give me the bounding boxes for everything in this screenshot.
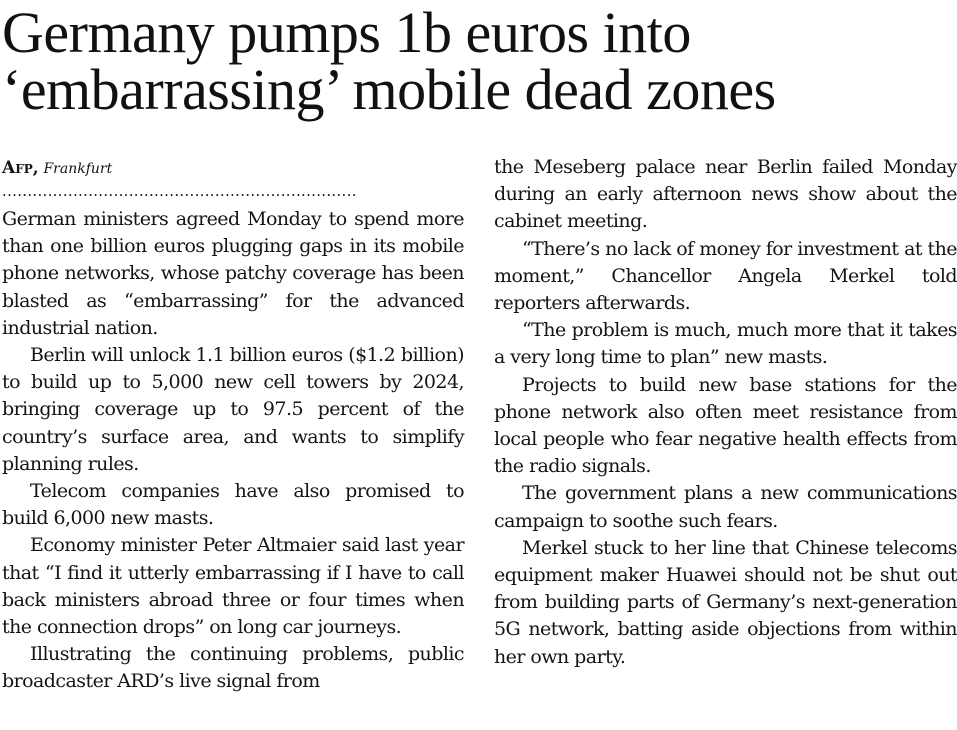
paragraph-1: German ministers agreed Monday to spend more than one billion euros plugging gaps in its mobile phone networks, whose patchy coverage has been blasted as “embarrassing” for the advanced industrial nation.	[2, 208, 464, 339]
dotted-separator: ......................................................................	[2, 184, 357, 198]
paragraph-3: Telecom companies have also promised to build 6,000 new masts.	[2, 480, 464, 530]
paragraph-8: Projects to build new base stations for the phone network also often meet resistance from local people who fear negative health effects from the radio signals.	[494, 373, 957, 478]
paragraph-9: The government plans a new communications campaign to soothe such fears.	[494, 482, 957, 532]
paragraph-5: Illustrating the continuing problems, public broadcaster ARD’s live signal from	[2, 643, 464, 693]
headline	[2, 0, 955, 122]
paragraph-6: “There’s no lack of money for investment at the moment,” Chancellor Angela Merkel told reporters afterwards.	[494, 237, 957, 315]
headline-line-1: Germany pumps 1b euros into	[2, 0, 691, 65]
paragraph-10: Merkel stuck to her line that Chinese telecoms equipment maker Huawei should not be shut out from building parts of Germany’s next-generation 5G network, batting aside objections from within her own party.	[494, 536, 957, 668]
byline-location: Frankfurt	[43, 161, 113, 177]
paragraph-4: Economy minister Peter Altmaier said last year that “I find it utterly embarrassing if I have to call back ministers abroad three or four times when the connection drops” on long car journeys.	[2, 534, 464, 639]
paragraph-2: Berlin will unlock 1.1 billion euros ($1.2 billion) to build up to 5,000 new cell towers by 2024, bringing coverage up to 97.5 percent of the country’s surface area, and wants to simplify planning rules.	[2, 344, 464, 475]
byline-agency: Afp,	[2, 158, 39, 178]
headline-line-2: ‘embarrassing’ mobile dead zones	[2, 57, 776, 122]
article-column-left	[2, 206, 464, 696]
article-column-right	[494, 154, 957, 671]
paragraph-5-continued: the Meseberg palace near Berlin failed Monday during an early afternoon news show about the cabinet meeting.	[494, 156, 957, 233]
byline	[2, 158, 462, 179]
paragraph-7: “The problem is much, much more that it takes a very long time to plan” new masts.	[494, 319, 957, 369]
